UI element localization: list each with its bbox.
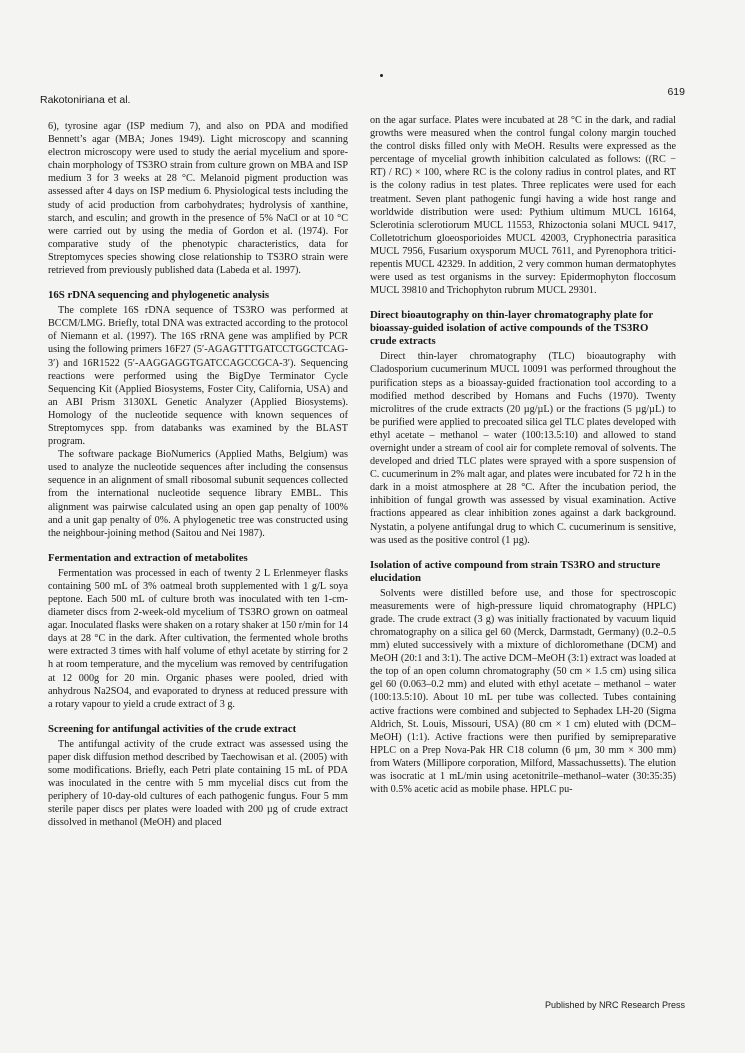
left-column (48, 120, 348, 830)
section-heading-16s-rdna: 16S rDNA sequencing and phylogenetic analysis (48, 289, 270, 302)
paragraph: Solvents were distilled before use, and those for spectroscopic measurements were of high-pressure liquid chromatography (HPLC) grade. The crude extract (3 g) was initially fractionated by vacuum liquid chromatography on a silica gel 60 (Merck, Darmstadt, Germany) (0.2–0.5 mm) eluted successively with a mixture of dichloromethane (DCM) and MeOH (20:1 and 3:1). The active DCM–MeOH (3:1) extract was loaded at the top of an open column chromatography (50 cm × 1.5 cm) using silica gel 60 (0.063–0.2 mm) and eluted with ethyl acetate – methanol – water (100:13.5:10). About 10 mL per tube was collected. Tubes containing active fractions were combined and subjected to Sephadex LH-20 (Sigma Aldrich, St. Louis, Missouri, USA) (80 cm × 1 cm) eluted with (DCM–MeOH) (1:1). Active fractions were then purified by semipreparative HPLC on a Prep Nova-Pak HR C18 column (6 µm, 30 mm × 300 mm) from Waters (Millipore corporation, Milford, Massachussetts). The elution was isocratic at 1 mL/min using acetonitrile–methanol–water (30:35:35) with 0.5% acetic acid as mobile phase. HPLC pu- (370, 587, 676, 796)
speck-mark (380, 74, 383, 77)
paragraph: Direct thin-layer chromatography (TLC) bioautography with Cladosporium cucumerinum MUCL 10091 was performed throughout the purification steps as a bioassay-guided fractionation tool according to a modified method described by Homans and Fuchs (1970). Twenty microlitres of the crude extracts (20 µg/µL) or the fractions (5 µg/µL) to be purified were applied to precoated silica gel TLC plates developed with ethyl acetate – methanol – water (100:13.5:10) and allowed to stand overnight under a stream of cool air for complete removal of solvents. The developed and dried TLC plates were sprayed with a spore suspension of C. cucumerinum in 2% malt agar, and plates were incubated for 72 h in the dark in a moist atmosphere at 28 °C. After the incubation period, the inhibition of fungal growth was assessed by visual examination. Active fractions appeared as clear inhibition zones against a dark background. Nystatin, a polyene antifungal drug to which C. cucumerinum is sensitive, was used as the positive control (1 µg). (370, 351, 676, 546)
section-heading-isolation: Isolation of active compound from strain TS3RO and structure elucidation (370, 558, 661, 584)
paragraph: The complete 16S rDNA sequence of TS3RO was performed at BCCM/LMG. Briefly, total DNA was extracted according to the protocol of Niemann et al. (1997). The 16S rRNA gene was amplified by PCR using the following primers 16F27 (5′-AGAGTTTGATCCTGGCTCAG-3′) and 16R1522 (5′-AAGGAGGTGATCCAGCCGCA-3′). Sequencing reactions were performed using the BigDye Terminator Cycle Sequencing Kit (Applied Biosystems, Foster City, California, USA) and an ABI Prism 3130XL Genetic Analyzer (Applied Biosystems). Homology of the nucleotide sequence with known sequences of Streptomyces spp. from databanks was examined by the BLAST program. (48, 305, 348, 448)
right-column (370, 114, 676, 796)
running-head-author: Rakotoniriana et al. (40, 94, 131, 106)
paragraph: The antifungal activity of the crude extract was assessed using the paper disk diffusion method described by Taechowisan et al. (2005) with some modifications. Briefly, each Petri plate containing 15 mL of PDA was inoculated in the centre with 5 mm mycelial discs cut from the periphery of 10-day-old cultures of each pathogenic fungus. Four 5 mm sterile paper discs per plates were loaded with 200 µg of crude extract dissolved in methanol (MeOH) and placed (48, 738, 348, 829)
paragraph: 6), tyrosine agar (ISP medium 7), and also on PDA and modified Bennett’s agar (MBA; Jones 1949). Light microscopy and scanning electron microscopy were used to study the aerial mycelium and spore-chain morphology of TS3RO strain from culture grown on MBA and ISP medium 3 for 3 weeks at 28 °C. Melanoid pigment production was assessed after 4 days on ISP medium 6. Physiological tests including the study of acid production from carbohydrates; hydrolysis of xanthine, starch, and esculin; and growth in the presence of 5% NaCl or at 10 °C were carried out by using the media of Gordon et al. (1974). For comparative study of the phenotypic characteristics, data for Streptomyces species showing close relationship to TS3RO strain were retrieved from previously published data (Labeda et al. 1997). (48, 121, 348, 277)
page-header (40, 86, 685, 106)
section-heading-bioautography: Direct bioautography on thin-layer chromatography plate for bioassay-guided isolation of active compounds of the TS3RO crude extracts (370, 309, 653, 348)
page-number: 619 (667, 86, 685, 98)
paragraph: Fermentation was processed in each of twenty 2 L Erlenmeyer flasks containing 500 mL of 3% oatmeal broth supplemented with 1 g/L soya peptone. Each 500 mL of culture broth was inoculated with ten 1-cm-diameter discs from 2-week-old mycelium of TS3RO grown on oatmeal agar. Inoculated flasks were shaken on a rotary shaker at 150 r/min for 14 days at 28 °C in the dark. After cultivation, the fermented whole broths were extracted 3 times with half volume of ethyl acetate by stirring for 2 h at room temperature, and the mycelium was removed by centrifugation at 12 000g for 20 min. Organic phases were pooled, dried with anhydrous Na2SO4, and evaporated to dryness at reduced pressure with a rotary vapour to yield a crude extract of 3 g. (48, 567, 348, 710)
publisher-footer: Published by NRC Research Press (544, 1000, 685, 1010)
section-heading-screening: Screening for antifungal activities of the crude extract (48, 722, 297, 735)
paragraph: The software package BioNumerics (Applied Maths, Belgium) was used to analyze the nucleotide sequences after including the consensus sequence in an alignment of small ribosomal subunit sequences collected from the international nucleotide sequence library EMBL. This alignment was pairwise calculated using an open gap penalty of 100% and a unit gap penalty of 0%. A phylogenetic tree was constructed using the neighbour-joining method (Saitou and Nei 1987). (48, 449, 348, 539)
section-heading-fermentation: Fermentation and extraction of metabolites (48, 551, 248, 564)
paragraph: on the agar surface. Plates were incubated at 28 °C in the dark, and radial growths were measured when the control fungal colony margin touched the control disks filled only with MeOH. Results were expressed as the percentage of mycelial growth inhibition calculated as follows: ((RC − RT) / RC) × 100, where RC is the colony radius in control plates, and RT is the colony radius in test plates. Three replicates were used for each treatment. Seven plant pathogenic fungi having a wide host range and worldwide distribution were used: Pythium ultimum MUCL 16164, Sclerotinia sclerotiorum MUCL 11553, Rhizoctonia solani MUCL 9417, Colletotrichum gloeosporioides MUCL 42003, Cryphonectria parasitica MUCL 7956, Fusarium oxysporum MUCL 7611, and Pyrenophora tritici-repentis MUCL 42329. In addition, 2 very common human dermatophytes were used as test organisms in the survey: Epidermophyton floccosum MUCL 39810 and Trichophyton rubrum MUCL 29301. (370, 115, 676, 297)
